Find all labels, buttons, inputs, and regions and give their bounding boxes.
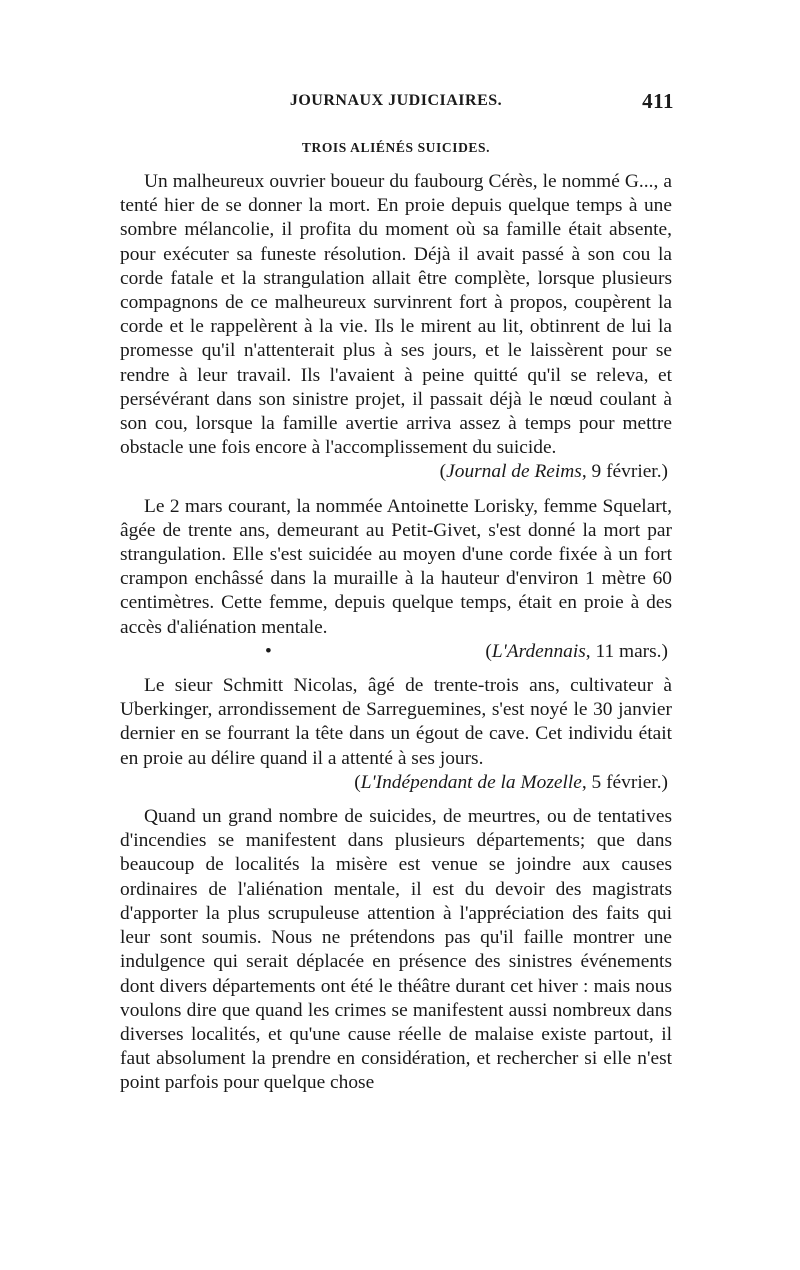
text-column bbox=[120, 89, 674, 1096]
paragraph-3: Le sieur Schmitt Nicolas, âgé de trente-trois ans, cultivateur à Uberkinger, arrondissement de Sarreguemines, s'est noyé le 30 janvier dernier en se fourrant la tête dans un égout de cave. Cet individu était en proie au délire quand il a attenté à ses jours. bbox=[120, 675, 672, 769]
paragraph-4: Quand un grand nombre de suicides, de meurtres, ou de tentatives d'incendies se manifestent dans plusieurs départements; que dans beaucoup de localités la misère est venue se joindre aux causes ordinaires de l'aliénation mentale, il est du devoir des magistrats d'apporter la plus scrupuleuse attention à l'appréciation des faits qui leur sont soumis. Nous ne prétendons pas qu'il faille montrer une indulgence qui serait déplacée en présence des sinistres événements dont divers départements ont été le théâtre durant cet hiver : mais nous voulons dire que quand les crimes se manifestent aussi nombreux dans diverses localités, et qu'une cause réelle de malaise existe partout, il faut absolument la prendre en considération, et rechercher si elle n'est point parfois pour quelque chose bbox=[120, 806, 672, 1094]
page-number: 411 bbox=[642, 89, 674, 113]
source-3-date: , 5 février.) bbox=[581, 771, 668, 793]
source-3-name: L'Indépendant de la Mozelle bbox=[360, 771, 582, 793]
source-2: • (L'Ardennais, 11 mars.) bbox=[120, 640, 668, 664]
paragraph-1: Un malheureux ouvrier boueur du faubourg Cérès, le nommé G..., a tenté hier de se donner la mort. En proie depuis quelque temps à une sombre mélancolie, il profita du moment où sa famille était absente, pour exécuter sa funeste résolution. Déjà il avait passé à son cou la corde fatale et la strangulation allait être complète, lorsque plusieurs compagnons de ce malheureux survinrent fort à propos, coupèrent la corde et le rappelèrent à la vie. Ils le mirent au lit, obtinrent de lui la promesse qu'il n'attenterait plus à ses jours, et le laissèrent pour se rendre à leur travail. Ils l'avaient à peine quitté qu'il se releva, et persévérant dans son sinistre projet, il passait déjà le nœud coulant à son cou, lorsque la famille avertie arriva assez à temps pour mettre obstacle une fois encore à l'accomplissement du suicide. bbox=[120, 171, 672, 459]
article-title: TROIS ALIÉNÉS SUICIDES. bbox=[301, 140, 491, 155]
source-1-name: Journal de Reims bbox=[446, 461, 582, 483]
paragraph-2: Le 2 mars courant, la nommée Antoinette Lorisky, femme Squelart, âgée de trente ans, demeurant au Petit-Givet, s'est donné la mort par strangulation. Elle s'est suicidée au moyen d'une corde fixée à un fort crampon enchâssé dans la muraille à la hauteur d'environ 1 mètre 60 centimètres. Cette femme, depuis quelque temps, était en proie à des accès d'aliénation mentale. bbox=[120, 495, 672, 638]
source-1: (Journal de Reims, 9 février.) bbox=[439, 461, 668, 483]
source-2-date: , 11 mars.) bbox=[585, 640, 668, 662]
source-1-date: , 9 février.) bbox=[581, 461, 668, 483]
source-2-name: L'Ardennais bbox=[491, 640, 586, 662]
source-3: (L'Indépendant de la Mozelle, 5 février.) bbox=[354, 771, 668, 793]
running-head bbox=[120, 89, 674, 120]
running-title: JOURNAUX JUDICIAIRES. bbox=[289, 92, 503, 109]
stray-dot: • bbox=[265, 640, 272, 662]
